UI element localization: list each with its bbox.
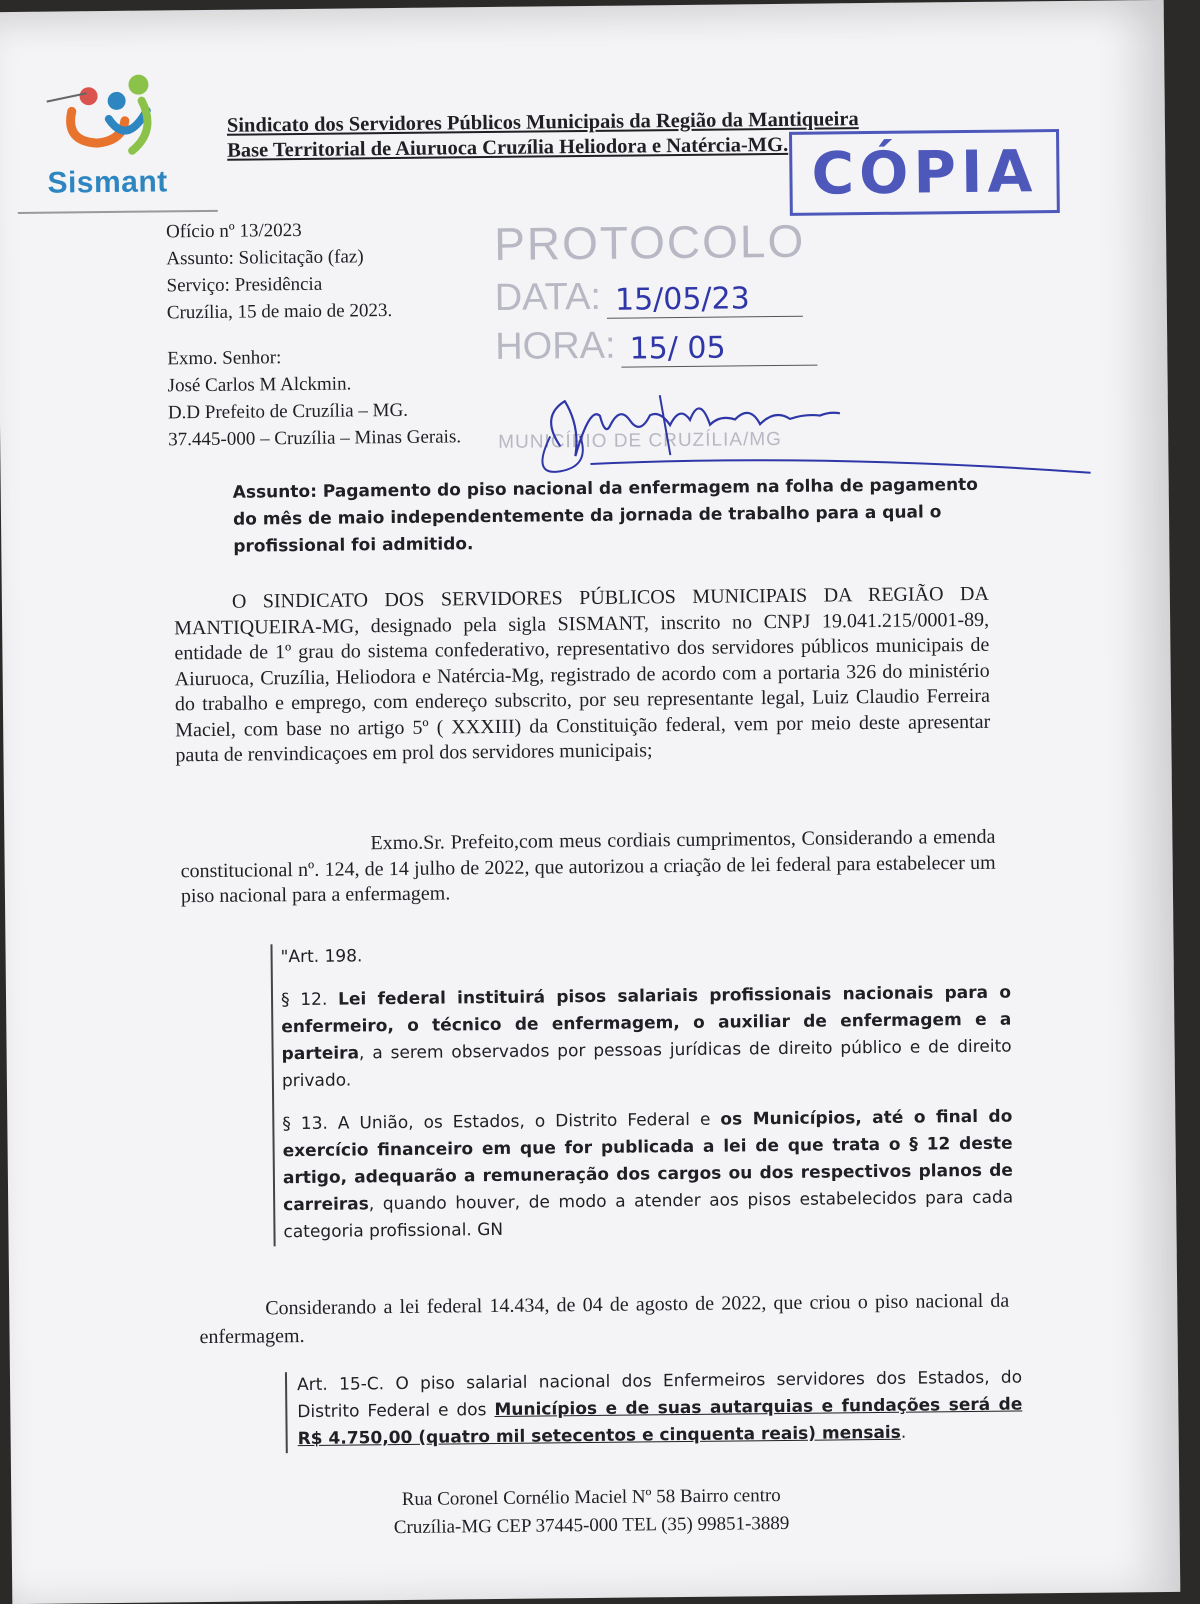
recipient-greeting: Exmo. Senhor: — [167, 347, 282, 370]
show-through-text — [562, 562, 1002, 567]
footer-address — [311, 1481, 872, 1543]
protocolo-stamp — [494, 214, 818, 369]
recipient-block — [167, 342, 461, 453]
recipient-name: José Carlos M Alckmin. — [167, 373, 352, 397]
letterhead — [227, 107, 859, 164]
constitution-quote — [270, 937, 1013, 1247]
law-quote-prefix: Art. 15-C. O piso salarial nacional dos Enfermeiros servidores dos Estados, do Distrito Federal e dos — [296, 1367, 1023, 1423]
protocolo-hora-value: 15/ 05 — [621, 330, 817, 368]
logo-name: Sismant — [47, 165, 168, 200]
protocolo-title: PROTOCOLO — [493, 214, 806, 270]
footer-line-1: Rua Coronel Cornélio Maciel Nº 58 Bairro centro — [401, 1485, 781, 1510]
s13-bold: os Municípios, até o final do exercício financeiro em que for publicada a lei de que trata o § 12 deste artigo, adequarão a remuneração dos cargos ou dos respectivos planos de carreiras — [282, 1106, 1013, 1216]
subject-paragraph: Assunto: Pagamento do piso nacional da enfermagem na folha de pagamento do mês de maio independentemente da jornada de trabalho para a qual o profissional foi admitido. — [232, 474, 979, 557]
logo-divider — [18, 210, 218, 214]
copia-stamp: CÓPIA — [789, 129, 1060, 216]
sismant-logo — [46, 70, 197, 212]
protocolo-hora-row — [495, 323, 818, 369]
letter-meta — [166, 216, 392, 326]
logo-figures-icon — [46, 70, 167, 161]
s13-prefix: § 13. A União, os Estados, o Distrito Federal e — [282, 1109, 721, 1135]
law-quote-suffix: . — [900, 1422, 907, 1443]
footer-line-2: Cruzília-MG CEP 37445-000 TEL (35) 99851-3889 — [393, 1512, 790, 1539]
body-paragraph-1: O SINDICATO DOS SERVIDORES PÚBLICOS MUNICIPAIS DA REGIÃO DA MANTIQUEIRA-MG, designado pela sigla SISMANT, inscrito no CNPJ 19.041.215/0001-89, entidade de 1º grau do sistema confederativo, representativo dos servidores públicos municipais de Aiuruoca, Cruzília, Heliodora e Natércia-Mg, registrado de acordo com a portaria 326 do ministério do trabalho e emprego, com endereço subscrito, por seu representante legal, Luiz Claudio Ferreira Maciel, com base no artigo 5º ( XXXIII) da Constituição federal, vem por meio deste apresentar pauta de renvindicaçoes em prol dos servidores municipais; — [174, 582, 991, 767]
meta-assunto: Assunto: Solicitação (faz) — [166, 246, 364, 270]
quote-art-198: "Art. 198. — [280, 946, 363, 968]
letterhead-line-2: Base Territorial de Aiuruoca Cruzília Heliodora e Natércia-MG. — [227, 133, 789, 162]
quote-section-13 — [282, 1104, 1013, 1247]
recipient-title: D.D Prefeito de Cruzília – MG. — [167, 399, 409, 424]
meta-date: Cruzília, 15 de maio de 2023. — [166, 300, 393, 324]
s12-prefix: § 12. — [280, 989, 339, 1011]
letterhead-line-1: Sindicato dos Servidores Públicos Municipais da Região da Mantiqueira — [226, 108, 859, 137]
s12-rest: , a serem observados por pessoas jurídicas de direito público e de direito privado. — [281, 1036, 1012, 1092]
protocolo-data-value: 15/05/23 — [607, 281, 803, 319]
oficio-number: Ofício nº 13/2023 — [165, 219, 302, 243]
protocolo-municipio: MUNICÍPIO DE CRUZÍLIA/MG — [498, 428, 783, 453]
quote-section-12 — [281, 980, 1012, 1096]
body-paragraph-2: Exmo.Sr. Prefeito,com meus cordiais cumprimentos, Considerando a emenda constitucional nº. 124, de 14 julho de 2022, que autorizou a criação de lei federal para estabelecer um piso nacional para a enfermagem. — [180, 825, 996, 908]
protocolo-data-row — [494, 274, 817, 320]
law-quote-underlined: Municípios e de suas autarquias e fundações será de R$ 4.750,00 (quatro mil setecentos e cinquenta reais) mensais — [297, 1394, 1023, 1450]
recipient-address: 37.445-000 – Cruzília – Minas Gerais. — [168, 426, 462, 451]
protocolo-data-label: DATA: — [494, 275, 602, 319]
meta-servico: Serviço: Presidência — [166, 273, 323, 297]
body-paragraph-3: Considerando a lei federal 14.434, de 04 de agosto de 2022, que criou o piso nacional da enfermagem. — [199, 1289, 1010, 1349]
protocolo-hora-label: HORA: — [495, 324, 616, 368]
law-quote — [285, 1364, 1023, 1453]
s12-bold: Lei federal instituirá pisos salariais profissionais nacionais para o enfermeiro, o técnico de enfermagem, o auxiliar de enfermagem e a parteira — [281, 982, 1012, 1065]
s13-rest: , quando houver, de modo a atender aos pisos estabelecidos para cada categoria profissional. GN — [283, 1187, 1014, 1243]
